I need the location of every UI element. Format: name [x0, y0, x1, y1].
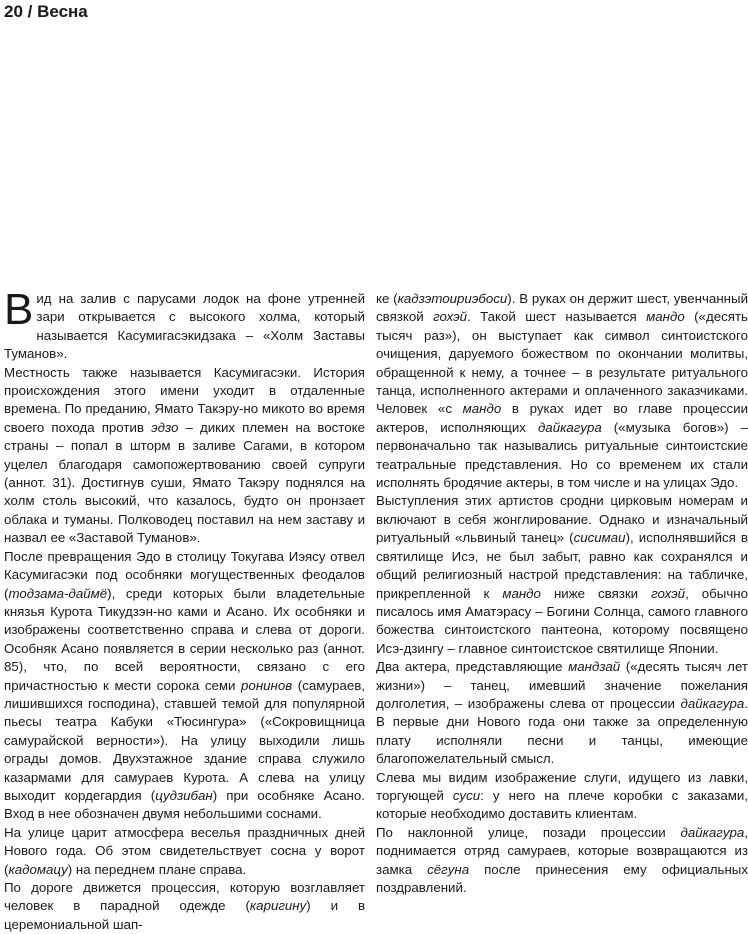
paragraph-new-year: На улице царит атмосфера веселья праздничных дней Нового года. Об этом свидетельствует сосна у ворот (кадомацу) на переднем плане справа.	[4, 824, 365, 877]
paragraph-mando: ке (кадзэтоириэбоси). В руках он держит шест, увенчанный связкой гохэй. Такой шест называется мандо («десять тысяч раз»), он выступает как символ синтоистского очищения, даруемого божеством по окончании молитвы, обращенной к нему, а точнее – в результате ритуального танца, исполненного актерами и оплаченного заказчиками. Человек «с мандо в руках идет во главе процессии актеров, исполняющих дайкагура («музыка богов») – первоначально так назывались ритуальные синтоистские театральные представления. Но со временем их стали исполнять бродячие актеры, в том числе и на улицах Эдо.	[376, 291, 748, 491]
blank-illustration-space	[0, 24, 724, 286]
paragraph-performers: Выступления этих артистов сродни цирковым номерам и включают в себя жонглирование. Однако и изначальный ритуальный «львиный танец» (сисимаи), исполнявшийся в святилище Исэ, не был забыт, равно как сохранялся и общий религиозный настрой представления: на табличке, прикрепленной к мандо ниже связки гохэй, обычно писалось имя Аматэрасу – Богини Солнца, самого главного божества синтоистского пантеона, которому посвящено Исэ-дзингу – главное синтоистское святилище Японии.	[376, 493, 748, 656]
drop-cap: В	[4, 285, 34, 334]
paragraph-manzai: Два актера, представляющие мандзай («десять тысяч лет жизни») – танец, имевший значение пожелания долголетия, – изображены слева от процессии дайкагура. В первые дни Нового года они также за определенную плату исполняли песни и танцы, имеющие благопожелательный смысл.	[376, 659, 748, 767]
paragraph-intro: Вид на залив с парусами лодок на фоне утренней зари открывается с высокого холма, который называется Касумигасэкидзака – «Холм Заставы Туманов».	[4, 285, 365, 362]
page-header: 20 / Весна	[4, 2, 88, 21]
paragraph-history: Местность также называется Касумигасэки. История происхождения этого имени уходит в отдаленные времена. По преданию, Ямато Такэру-но микото во время своего похода против эдзо – диких племен на востоке страны – попал в шторм в заливе Сагами, в котором уцелел благодаря самопожертвованию своей супруги (аннот. 31). Достигнув суши, Ямато Такэру поднялся на холм столь высокий, что казалось, будто он пронзает облака и туманы. Полководец поставил на нем заставу и назвал ее «Заставой Туманов».	[4, 364, 365, 546]
paragraph-tokugawa: После превращения Эдо в столицу Токугава Иэясу отвел Касумигасэки под особняки могущественных феодалов (тодзама-даймё), среди которых были владетельные князья Курота Тикудзэн-но ками и Асано. Их особняки и изображены соответственно справа и слева от дороги. Особняк Асано появляется в серии несколько раз (аннот. 85), что, по всей вероятности, связано с его причастностью к мести сорока семи ронинов (самураев, лишившихся господина), ставшей темой для популярной пьесы театра Кабуки «Тюсингура» («Сокровищница самурайской верности»). На улицу выходили лишь ограды домов. Двухэтажное здание справа служило казармами для самураев Курота. А слева на улицу выходит кордегардия (цудзибан) при особняке Асано. Вход в нее обозначен двумя небольшими соснами.	[4, 548, 365, 822]
paragraph-servant: Слева мы видим изображение слуги, идущего из лавки, торгующей суси: у него на плече коробки с заказами, которые необходимо доставить клиентам.	[376, 769, 748, 822]
paragraph-procession: По дороге движется процессия, которую возглавляет человек в парадной одежде (каригину) и в церемониальной шап-	[4, 880, 366, 932]
paragraph-samurai: По наклонной улице, позади процессии дайкагура, поднимается отряд самураев, которые возвращаются из замка сёгуна после принесения ему официальных поздравлений.	[376, 824, 748, 895]
left-column	[4, 285, 366, 934]
right-column	[376, 290, 748, 895]
